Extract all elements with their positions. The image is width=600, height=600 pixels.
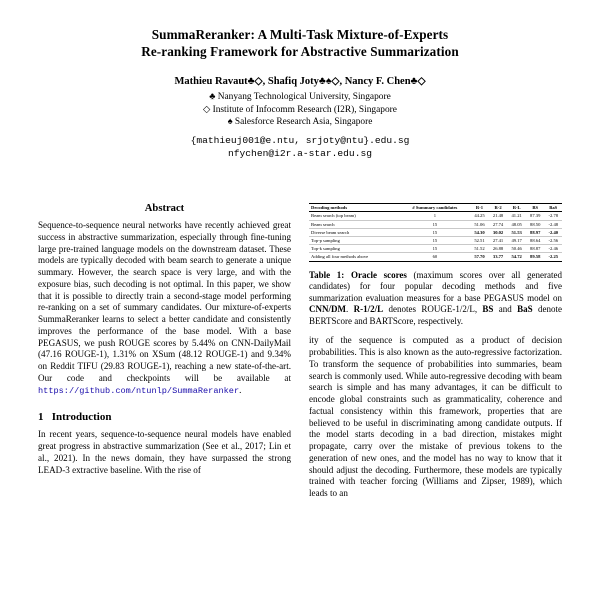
table-cell-value: 44.25: [470, 212, 489, 220]
col-header-r2: R-2: [489, 204, 508, 212]
table-cell-value: 15: [400, 220, 471, 228]
caption-text-4: and: [493, 304, 518, 315]
abstract-text-end: .: [239, 384, 242, 395]
paper-title-line2: Re-ranking Framework for Abstractive Summarization: [141, 44, 459, 59]
table-cell-value: 88.64: [526, 236, 545, 244]
table-cell-value: 15: [400, 245, 471, 253]
table-cell-method: Top-k sampling: [309, 245, 400, 253]
paper-title-line1: SummaReranker: A Multi-Task Mixture-of-Experts: [151, 27, 449, 42]
table-row: [309, 236, 562, 244]
table-cell-value: 1: [400, 212, 471, 220]
title-block: [0, 0, 600, 161]
left-column: [38, 203, 291, 506]
right-column-paragraph-1: ity of the sequence is computed as a product of decision probabilities. This is also known as the auto-regressive factorization. To transform the sequence of probabilities into summaries, beam search is commonly used. While auto-regressive decoding with beam search is simple and has many advantages, it can be difficult to encode global constraints such as grammaticality, coherence and factual consistency within this framework, properties that are believed to be useful in discriminating among candidate outputs. If the model starts decoding in a bad direction, mistakes might propagate, carry over the mistake of previous tokens to the generation of new ones, and the model has no way to know that it should adjust the decoding. Furthermore, these models are typically trained with teacher forcing (Williams and Zipser, 1989), which leads to an: [309, 335, 562, 499]
table-cell-value: 51.06: [470, 220, 489, 228]
section-heading-introduction: [38, 411, 291, 423]
caption-label: Table 1:: [309, 269, 345, 280]
table-cell-method: Beam search: [309, 220, 400, 228]
table-cell-value: 87.39: [526, 212, 545, 220]
table-row: [309, 212, 562, 220]
table-cell-value: 57.70: [470, 253, 489, 261]
author-list: Mathieu Ravaut♣◇, Shafiq Joty♣♠◇, Nancy F. Chen♣◇: [174, 76, 426, 87]
abstract-text: Sequence-to-sequence neural networks have recently achieved great success in abstractive summarization, especially through fine-tuning large pre-trained language models on the downstream dataset. These models are typically decoded with beam search to generate a unique summary. However, the search space is very large, and with the exposure bias, such decoding is not optimal. In this paper, we show that it is possible to directly train a second-stage model performing re-ranking on a set of summary candidates. Our mixture-of-experts SummaReranker learns to select a better candidate and consistently improves the performance of the base model. With a base PEGASUS, we push ROUGE scores by 5.44% on CNN-DailyMail (47.16 ROUGE-1), 1.31% on XSum (48.12 ROUGE-1) and 9.34% on Reddit TIFU (29.83 ROUGE-1), reaching a new state-of-the-art. Our code and checkpoints will be available at: [38, 220, 291, 383]
col-header-r1: R-1: [470, 204, 489, 212]
affiliations: [56, 91, 544, 129]
table-cell-method: Top-p sampling: [309, 236, 400, 244]
caption-text-2: .: [346, 304, 354, 315]
table-cell-value: -2.25: [545, 253, 562, 261]
table-cell-value: 15: [400, 228, 471, 236]
page-title: [56, 26, 544, 60]
table-1-wrapper: [309, 203, 562, 262]
table-row: [309, 253, 562, 261]
table-row: [309, 220, 562, 228]
table-cell-value: 27.41: [489, 236, 508, 244]
table-cell-value: 26.88: [489, 245, 508, 253]
table-cell-value: 33.77: [489, 253, 508, 261]
table-cell-value: 48.05: [507, 220, 526, 228]
table-cell-value: 54.72: [507, 253, 526, 261]
table-cell-value: 88.97: [526, 228, 545, 236]
table-cell-value: 60: [400, 253, 471, 261]
abstract-paragraph: [38, 220, 291, 397]
oracle-scores-table: [309, 203, 562, 262]
table-1-caption: [309, 270, 562, 328]
col-header-decoding-methods: Decoding methods: [309, 204, 400, 212]
caption-bold-r12l: R-1/2/L: [353, 304, 384, 315]
table-row: [309, 245, 562, 253]
table-cell-value: -2.46: [545, 245, 562, 253]
col-header-bs: BS: [526, 204, 545, 212]
table-cell-value: 52.51: [470, 236, 489, 244]
table-cell-value: 51.52: [470, 245, 489, 253]
table-cell-method: Diverse beam search: [309, 228, 400, 236]
caption-bold-cnndm: CNN/DM: [309, 304, 346, 315]
table-cell-value: 54.30: [470, 228, 489, 236]
table-cell-value: 41.21: [507, 212, 526, 220]
table-cell-method: Adding all four methods above: [309, 253, 400, 261]
section-title: Introduction: [51, 411, 112, 424]
table-cell-value: 30.02: [489, 228, 508, 236]
caption-text-3: denotes ROUGE-1/2/L,: [383, 304, 483, 315]
table-cell-method: Beam search (top beam): [309, 212, 400, 220]
affiliation-2: ◇ Institute of Infocomm Research (I2R), Singapore: [203, 104, 397, 115]
table-cell-value: 51.53: [507, 228, 526, 236]
email-line-1: {mathieuj001@e.ntu, srjoty@ntu}.edu.sg: [190, 134, 410, 146]
table-cell-value: 50.46: [507, 245, 526, 253]
right-column: [309, 203, 562, 506]
table-cell-value: -2.40: [545, 228, 562, 236]
table-cell-value: 49.17: [507, 236, 526, 244]
email-line-2: nfychen@i2r.a-star.edu.sg: [228, 148, 372, 160]
table-header-row: [309, 204, 562, 212]
code-url-link[interactable]: https://github.com/ntunlp/SummaReranker: [38, 385, 240, 396]
table-body: [309, 212, 562, 261]
col-header-rl: R-L: [507, 204, 526, 212]
table-cell-value: 89.58: [526, 253, 545, 261]
table-cell-value: -2.56: [545, 236, 562, 244]
affiliation-1: ♣ Nanyang Technological University, Singapore: [209, 92, 391, 102]
introduction-paragraph-1: In recent years, sequence-to-sequence neural models have enabled great progress in abstractive summarization (See et al., 2017; Lin et al., 2021). In the news domain, they have surpassed the strong LEAD-3 extractive baseline. With the rise of: [38, 429, 291, 475]
table-cell-value: -2.48: [545, 220, 562, 228]
caption-bold-oracle: Oracle scores: [350, 269, 407, 280]
col-header-num-candidates: # Summary candidates: [400, 204, 471, 212]
table-cell-value: 27.74: [489, 220, 508, 228]
table-head: [309, 204, 562, 212]
caption-bold-bs: BS: [482, 304, 494, 315]
table-cell-value: 88.50: [526, 220, 545, 228]
table-cell-value: -2.78: [545, 212, 562, 220]
abstract-heading: Abstract: [144, 203, 185, 214]
caption-text-5: denote BERTScore and BARTScore, respectively.: [309, 304, 562, 326]
affiliation-3: ♠ Salesforce Research Asia, Singapore: [227, 117, 373, 128]
col-header-bas: BaS: [545, 204, 562, 212]
two-column-body: [0, 203, 600, 506]
table-cell-value: 21.48: [489, 212, 508, 220]
table-row: [309, 228, 562, 236]
table-cell-value: 88.87: [526, 245, 545, 253]
table-cell-value: 15: [400, 236, 471, 244]
section-number: 1: [38, 411, 44, 424]
author-emails: [56, 134, 544, 161]
caption-bold-bas: BaS: [517, 304, 533, 315]
caption-text-1: (maximum scores over all generated candidates) for four popular decoding methods and five summarization evaluation measures for a base PEGASUS model on: [309, 269, 563, 303]
